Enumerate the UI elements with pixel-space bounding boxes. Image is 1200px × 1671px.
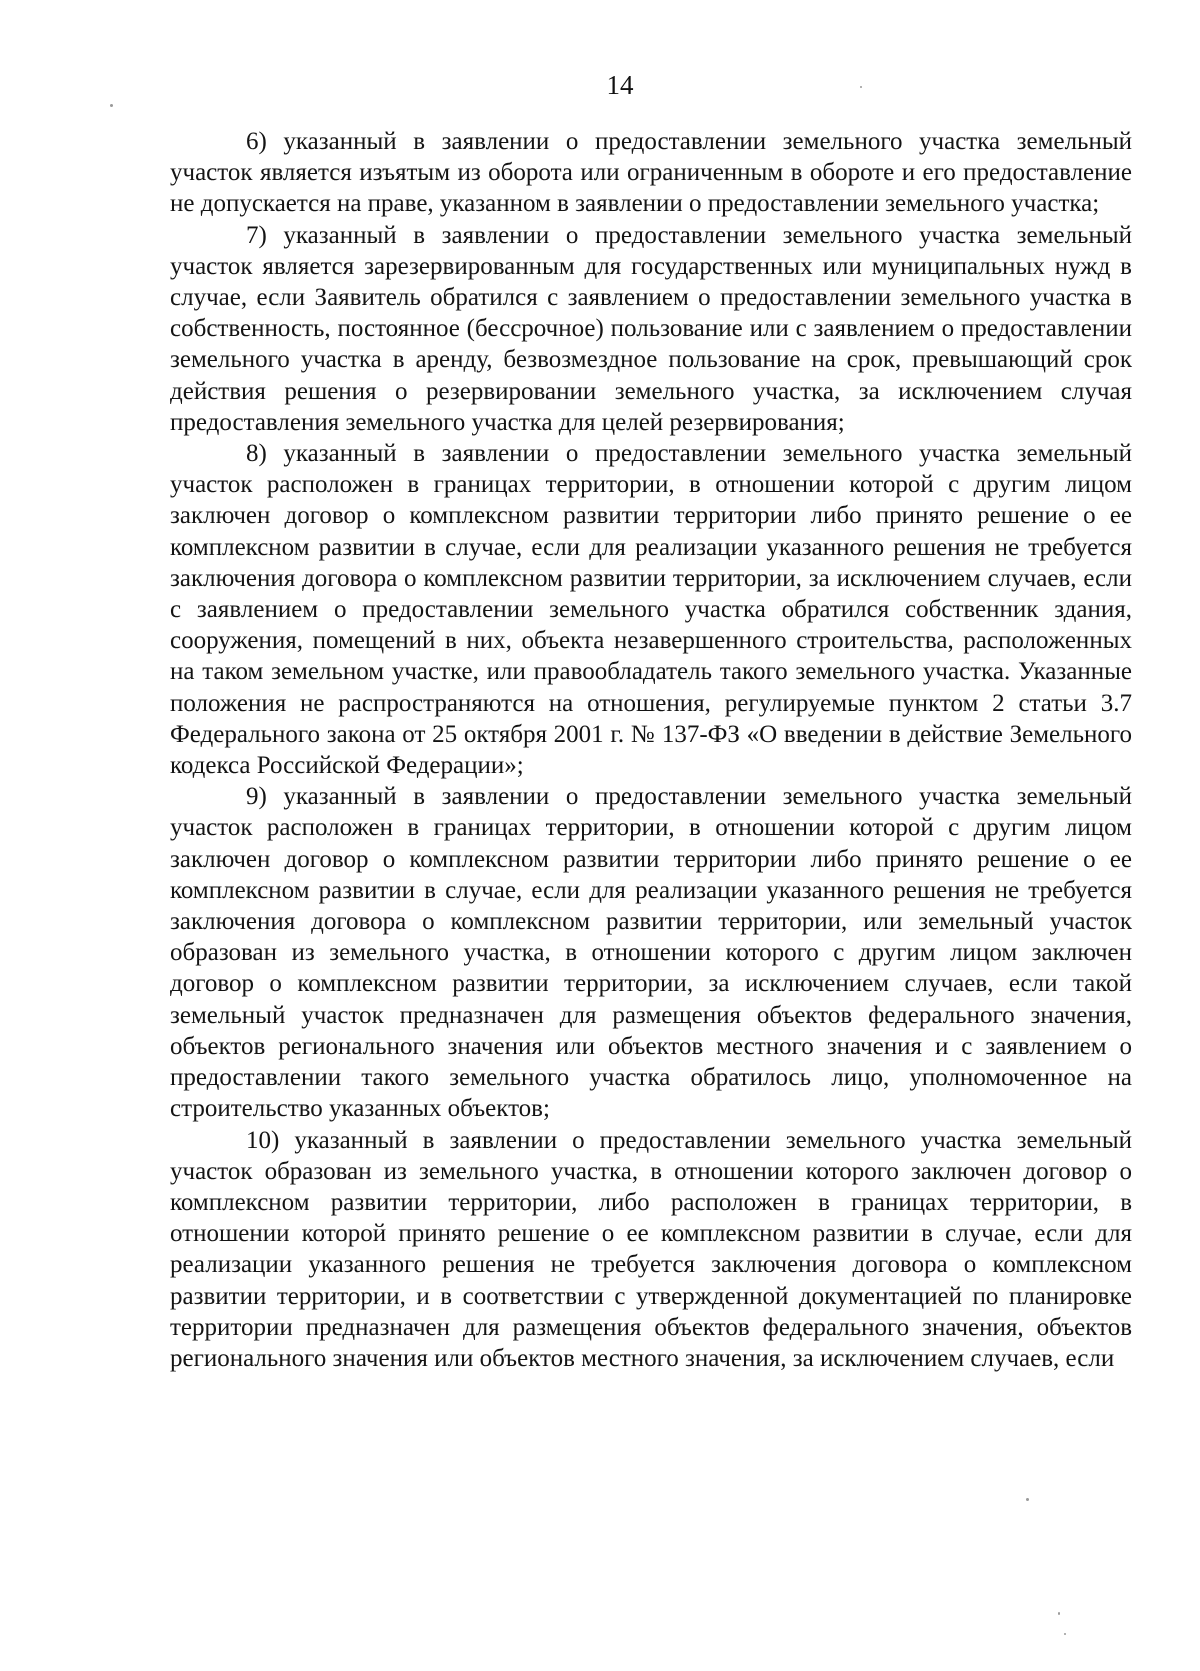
document-body (170, 126, 1132, 1374)
scan-speck (1064, 1633, 1066, 1635)
page-number: 14 (606, 70, 634, 100)
paragraph-item-7: 7) указанный в заявлении о предоставлении земельного участка земельный участок является зарезервированным для государственных или муниципальных нужд в случае, если Заявитель обратился с заявлением о предоставлении земельного участка в собственность, постоянное (бессрочное) пользование или с заявлением о предоставлении земельного участка в аренду, безвозмездное пользование на срок, превышающий срок действия решения о резервировании земельного участка, за исключением случая предоставления земельного участка для целей резервирования; (170, 221, 1132, 436)
scan-speck (110, 104, 113, 107)
paragraph-item-8: 8) указанный в заявлении о предоставлении земельного участка земельный участок расположен в границах территории, в отношении которой с другим лицом заключен договор о комплексном развитии территории либо принято решение о ее комплексном развитии в случае, если для реализации указанного решения не требуется заключения договора о комплексном развитии территории, за исключением случаев, если с заявлением о предоставлении земельного участка обратился собственник здания, сооружения, помещений в них, объекта незавершенного строительства, расположенных на таком земельном участке, или правообладатель такого земельного участка. Указанные положения не распространяются на отношения, регулируемые пунктом 2 статьи 3.7 Федерального закона от 25 октября 2001 г. № 137-ФЗ «О введении в действие Земельного кодекса Российской Федерации»; (170, 440, 1132, 780)
paragraph-item-9: 9) указанный в заявлении о предоставлении земельного участка земельный участок расположен в границах территории, в отношении которой с другим лицом заключен договор о комплексном развитии территории либо принято решение о ее комплексном развитии в случае, если для реализации указанного решения не требуется заключения договора о комплексном развитии территории, или земельный участок образован из земельного участка, в отношении которого с другим лицом заключен договор о комплексном развитии территории, за исключением случаев, если такой земельный участок предназначен для размещения объектов федерального значения, объектов регионального значения или объектов местного значения и с заявлением о предоставлении такого земельного участка обратилось лицо, уполномоченное на строительство указанных объектов; (170, 783, 1132, 1123)
paragraph-item-6: 6) указанный в заявлении о предоставлении земельного участка земельный участок является изъятым из оборота или ограниченным в обороте и его предоставление не допускается на праве, указанном в заявлении о предоставлении земельного участка; (170, 128, 1132, 218)
scan-speck (1058, 1612, 1060, 1615)
paragraph-item-10: 10) указанный в заявлении о предоставлении земельного участка земельный участок образован из земельного участка, в отношении которого заключен договор о комплексном развитии территории, либо расположен в границах территории, в отношении которой принято решение о ее комплексном развитии в случае, если для реализации указанного решения не требуется заключения договора о комплексном развитии территории, и в соответствии с утвержденной документацией по планировке территории предназначен для размещения объектов федерального значения, объектов регионального значения или объектов местного значения, за исключением случаев, если (170, 1126, 1132, 1372)
scan-speck (1026, 1498, 1029, 1501)
